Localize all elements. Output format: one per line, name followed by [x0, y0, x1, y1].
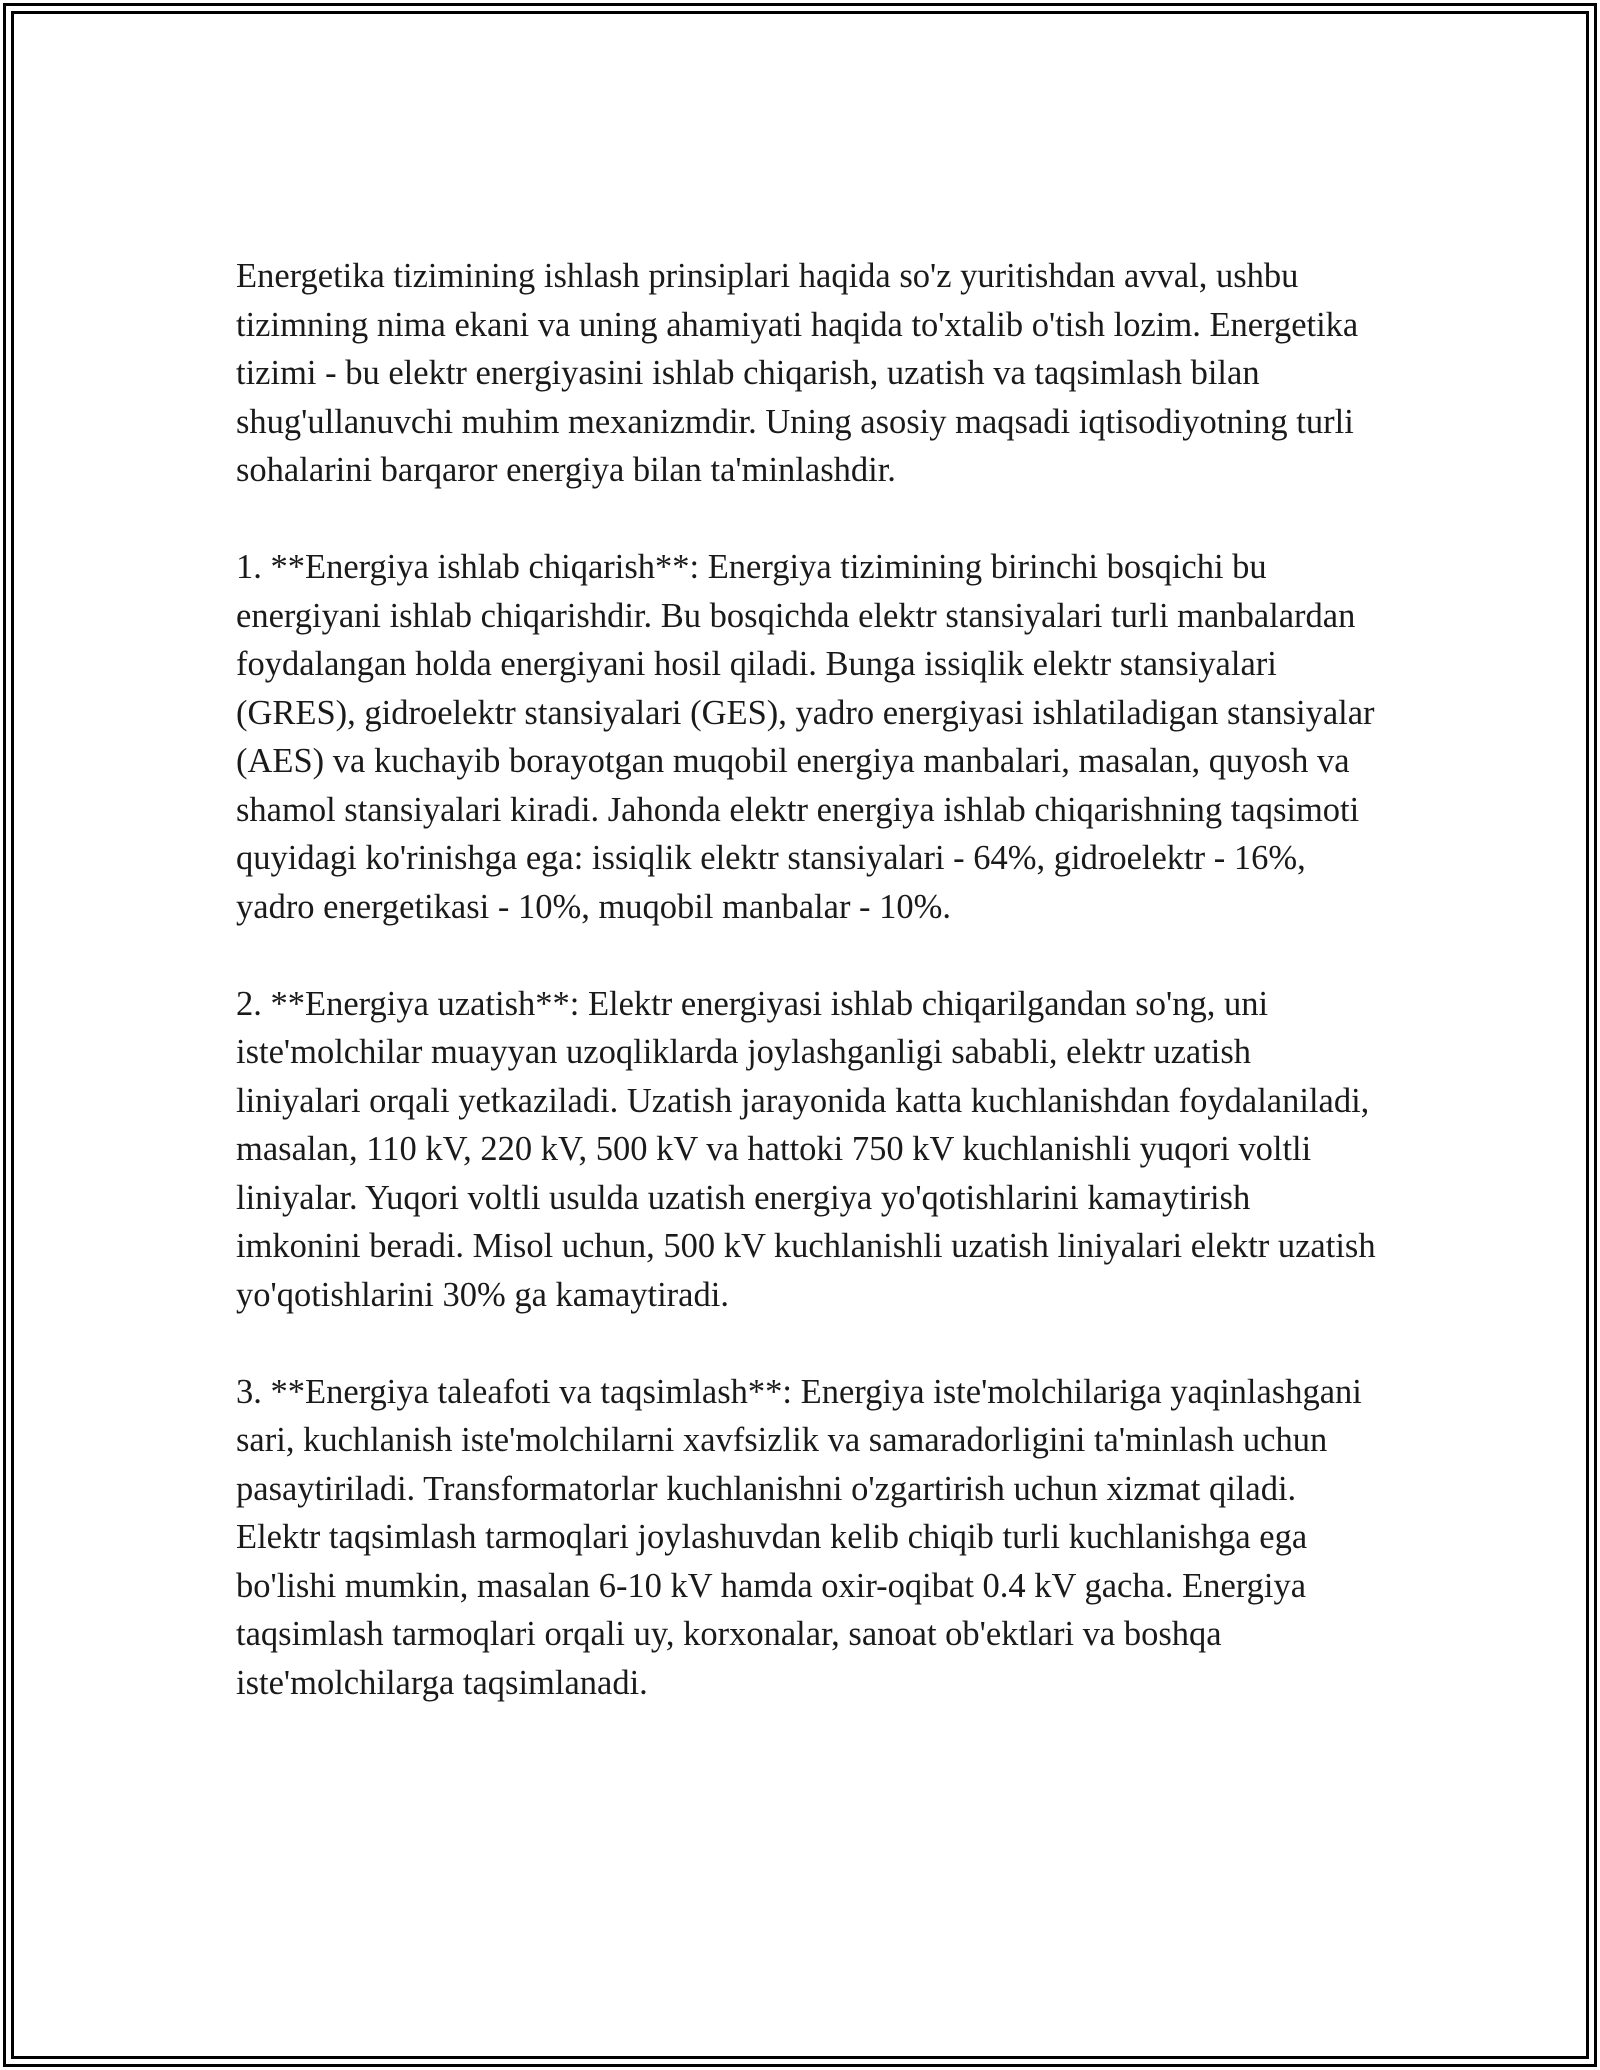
intro-paragraph: Energetika tizimining ishlash prinsiplari haqida so'z yuritishdan avval, ushbu tizimning nima ekani va uning ahamiyati haqida to'xtalib o'tish lozim. Energetika tizimi - bu elektr energiyasini ishlab chiqarish, uzatish va taqsimlash bilan shug'ullanuvchi muhim mexanizmdir. Uning asosiy maqsadi iqtisodiyotning turli sohalarini barqaror energiya bilan ta'minlashdir. [236, 257, 1359, 489]
document-body [236, 252, 1376, 1756]
section-2-paragraph: 2. **Energiya uzatish**: Elektr energiyasi ishlab chiqarilgandan so'ng, uni iste'molchilar muayyan uzoqliklarda joylashganligi sababli, elektr uzatish liniyalari orqali yetkaziladi. Uzatish jarayonida katta kuchlanishdan foydalaniladi, masalan, 110 kV, 220 kV, 500 kV va hattoki 750 kV kuchlanishli yuqori voltli liniyalar. Yuqori voltli usulda uzatish energiya yo'qotishlarini kamaytirish imkonini beradi. Misol uchun, 500 kV kuchlanishli uzatish liniyalari elektr uzatish yo'qotishlarini 30% ga kamaytiradi. [236, 984, 1376, 1314]
section-3-paragraph: 3. **Energiya taleafoti va taqsimlash**: Energiya iste'molchilariga yaqinlashgani sari, kuchlanish iste'molchilarni xavfsizlik va samaradorligini ta'minlash uchun pasaytiriladi. Transformatorlar kuchlanishni o'zgartirish uchun xizmat qiladi. Elektr taqsimlash tarmoqlari joylashuvdan kelib chiqib turli kuchlanishga ega bo'lishi mumkin, masalan 6-10 kV hamda oxir-oqibat 0.4 kV gacha. Energiya taqsimlash tarmoqlari orqali uy, korxonalar, sanoat ob'ektlari va boshqa iste'molchilarga taqsimlanadi. [236, 1372, 1362, 1702]
section-1-paragraph: 1. **Energiya ishlab chiqarish**: Energiya tizimining birinchi bosqichi bu energiyani ishlab chiqarishdir. Bu bosqichda elektr stansiyalari turli manbalardan foydalangan holda energiyani hosil qiladi. Bunga issiqlik elektr stansiyalari (GRES), gidroelektr stansiyalari (GES), yadro energiyasi ishlatiladigan stansiyalar (AES) va kuchayib borayotgan muqobil energiya manbalari, masalan, quyosh va shamol stansiyalari kiradi. Jahonda elektr energiya ishlab chiqarishning taqsimoti quyidagi ko'rinishga ega: issiqlik elektr stansiyalari - 64%, gidroelektr - 16%, yadro energetikasi - 10%, muqobil manbalar - 10%. [236, 548, 1375, 926]
